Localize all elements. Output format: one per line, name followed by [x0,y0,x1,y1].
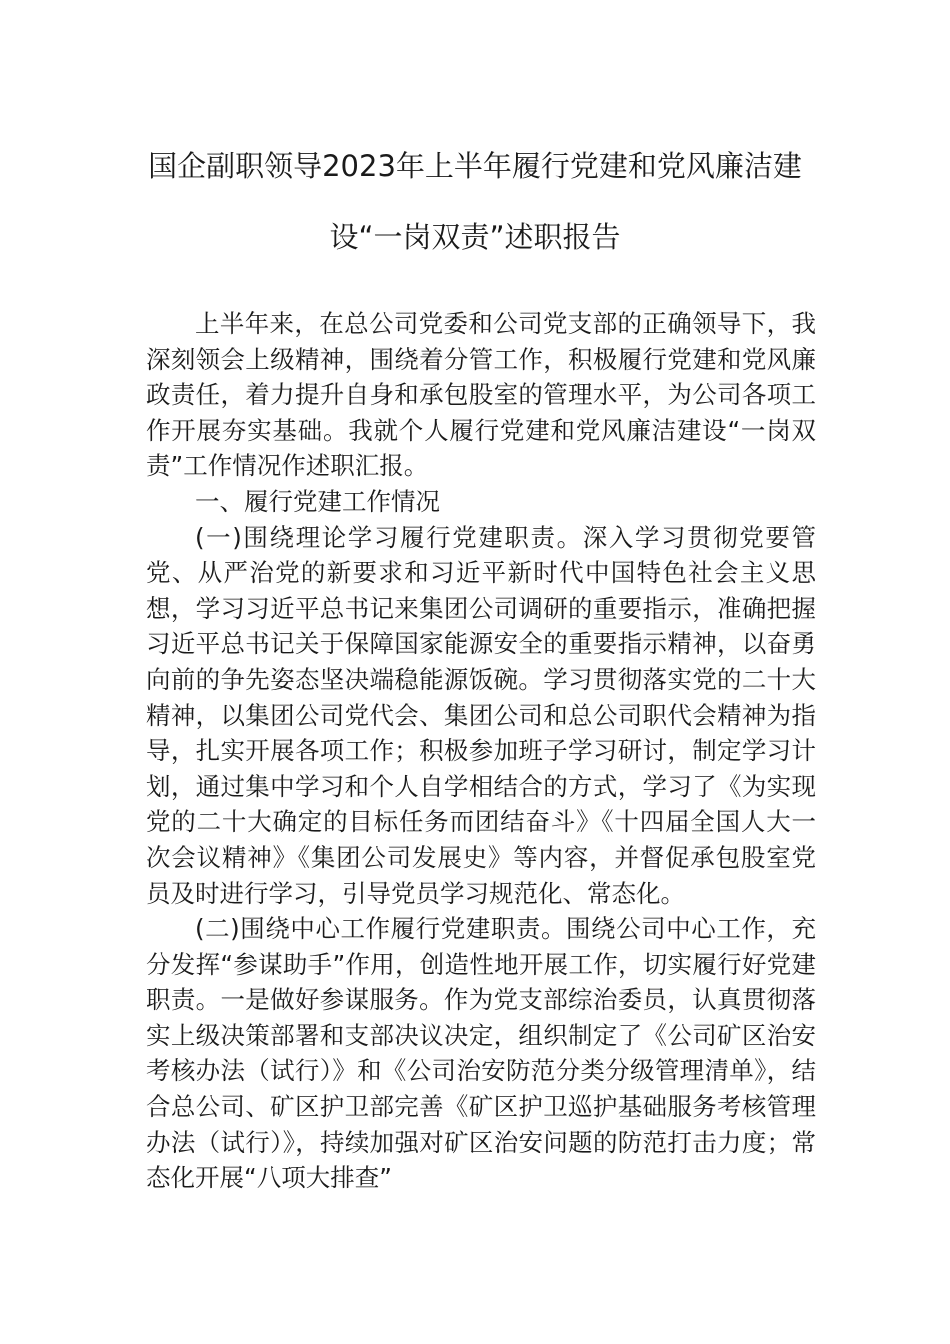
document-title-line-2: 设“一岗双责”述职报告 [329,220,621,254]
section-heading-1: 一、履行党建工作情况 [195,486,440,516]
paragraph-1: (一)围绕理论学习履行党建职责。深入学习贯彻党要管党、从严治党的新要求和习近平新时代中国特色社会主义思想，学习习近平总书记来集团公司调研的重要指示，准确把握习近平总书记关于保障国家能源安全的重要指示精神，以奋勇向前的争先姿态坚决端稳能源饭碗。学习贯彻落实党的二十大精神，以集团公司党代会、集团公司和总公司职代会精神为指导，扎实开展各项工作；积极参加班子学习研讨，制定学习计划，通过集中学习和个人自学相结合的方式，学习了《为实现党的二十大确定的目标任务而团结奋斗》《十四届全国人大一次会议精神》《集团公司发展史》等内容，并督促承包股室党员及时进行学习，引导党员学习规范化、常态化。 [146,522,816,908]
document-body [146,306,816,1196]
paragraph-2: (二)围绕中心工作履行党建职责。围绕公司中心工作，充分发挥“参谋助手”作用，创造性地开展工作，切实履行好党建职责。一是做好参谋服务。作为党支部综治委员，认真贯彻落实上级决策部署和支部决议决定，组织制定了《公司矿区治安考核办法（试行）》和《公司治安防范分类分级管理清单》，结合总公司、矿区护卫部完善《矿区护卫巡护基础服务考核管理办法（试行）》，持续加强对矿区治安问题的防范打击力度；常态化开展“八项大排查” [146,914,816,1193]
document-title-line-1: 国企副职领导2023年上半年履行党建和党风廉洁建 [148,149,802,183]
intro-paragraph: 上半年来，在总公司党委和公司党支部的正确领导下，我深刻领会上级精神，围绕着分管工作，积极履行党建和党风廉政责任，着力提升自身和承包股室的管理水平，为公司各项工作开展夯实基础。我就个人履行党建和党风廉洁建设“一岗双责”工作情况作述职汇报。 [146,309,816,481]
